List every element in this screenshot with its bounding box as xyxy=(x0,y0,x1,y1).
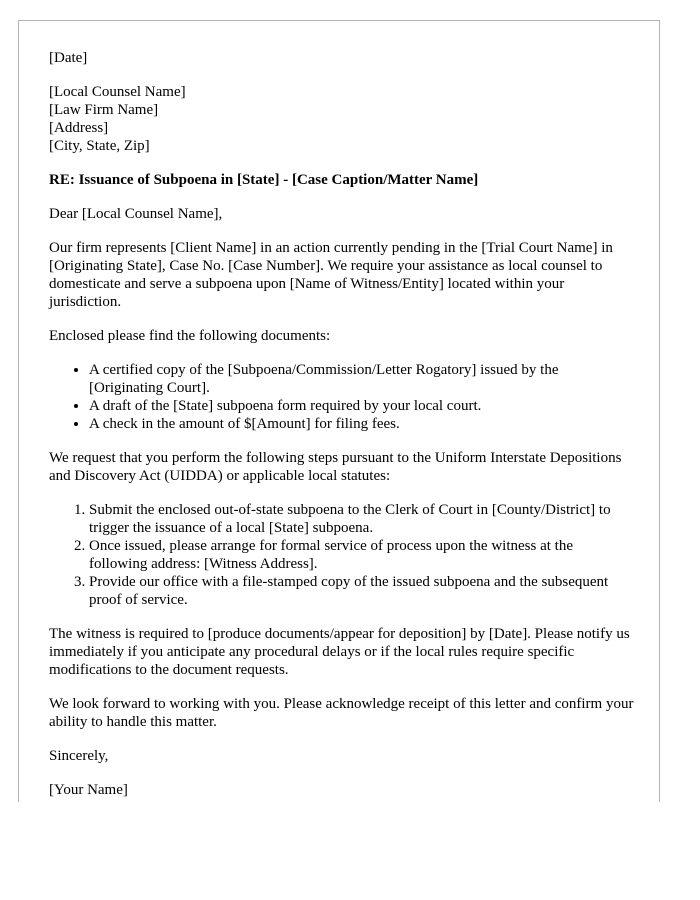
subject-line: RE: Issuance of Subpoena in [State] - [Case Caption/Matter Name] xyxy=(49,172,479,188)
steps-intro: We request that you perform the following steps pursuant to the Uniform Interstate Depositions and Discovery Act (UIDDA) or applicable local statutes: xyxy=(49,450,622,484)
recipient-city-state-zip: [City, State, Zip] xyxy=(49,138,150,154)
list-item: • A draft of the [State] subpoena form required by your local court. xyxy=(89,397,634,415)
signature-name: [Your Name] xyxy=(49,782,128,798)
salutation: Dear [Local Counsel Name], xyxy=(49,206,223,222)
recipient-address: [Address] xyxy=(49,120,109,136)
steps-list xyxy=(49,501,634,609)
recipient-firm: [Law Firm Name] xyxy=(49,102,159,118)
letter-date: [Date] xyxy=(49,50,88,66)
closing: Sincerely, xyxy=(49,748,109,764)
intro-paragraph: Our firm represents [Client Name] in an action currently pending in the [Trial Court Name] in [Originating State], Case No. [Case Number]. We require your assistance as local counsel to domesticate and serve a subpoena upon [Name of Witness/Entity] located within your jurisdiction. xyxy=(49,240,613,310)
recipient-address-block xyxy=(49,83,634,155)
letter-body xyxy=(49,49,634,802)
list-item: 3. Provide our office with a file-stamped copy of the issued subpoena and the subsequent proof of service. xyxy=(89,573,634,609)
list-item: • A certified copy of the [Subpoena/Commission/Letter Rogatory] issued by the [Originating Court]. xyxy=(89,361,634,397)
list-item: 2. Once issued, please arrange for formal service of process upon the witness at the following address: [Witness Address]. xyxy=(89,537,634,573)
list-item: • A check in the amount of $[Amount] for filing fees. xyxy=(89,415,634,433)
letter-page xyxy=(18,20,660,802)
list-item: 1. Submit the enclosed out-of-state subpoena to the Clerk of Court in [County/District] to trigger the issuance of a local [State] subpoena. xyxy=(89,501,634,537)
closing-paragraph: We look forward to working with you. Please acknowledge receipt of this letter and confirm your ability to handle this matter. xyxy=(49,696,634,730)
enclosures-intro: Enclosed please find the following documents: xyxy=(49,328,331,344)
deadline-paragraph: The witness is required to [produce documents/appear for deposition] by [Date]. Please notify us immediately if you anticipate any procedural delays or if the local rules require specific modifications to the document requests. xyxy=(49,626,630,678)
recipient-name: [Local Counsel Name] xyxy=(49,84,186,100)
enclosures-list xyxy=(49,361,634,433)
